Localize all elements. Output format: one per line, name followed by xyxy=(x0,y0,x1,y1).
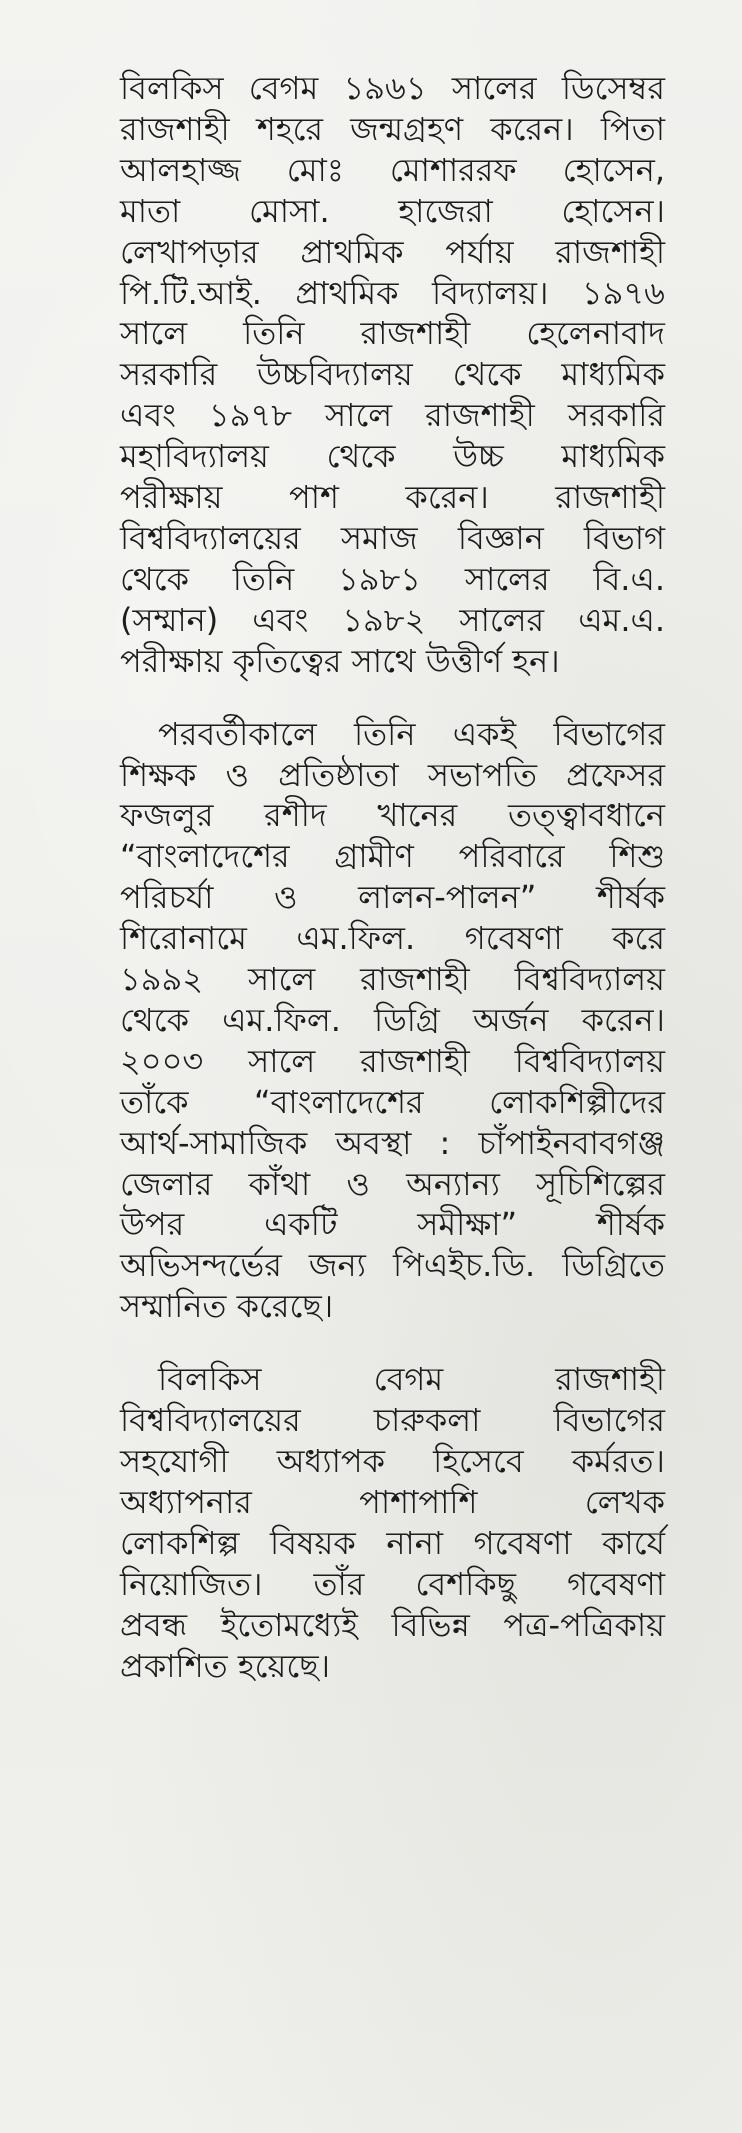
text-line: থেকে তিনি ১৯৮১ সালের বি.এ. xyxy=(120,559,665,598)
text-line: তাঁকে “বাংলাদেশের লোকশিল্পীদের xyxy=(120,1082,665,1121)
text-line: আর্থ-সামাজিক অবস্থা : চাঁপাইনবাবগঞ্জ xyxy=(120,1123,665,1162)
text-line: আলহাজ্জ মোঃ মোশাররফ হোসেন, xyxy=(120,150,665,189)
text-line: লোকশিল্প বিষয়ক নানা গবেষণা কার্যে xyxy=(120,1523,665,1562)
text-line: লেখাপড়ার প্রাথমিক পর্যায় রাজশাহী xyxy=(120,232,665,271)
text-line: রাজশাহী শহরে জন্মগ্রহণ করেন। পিতা xyxy=(120,109,665,148)
text-line: পরীক্ষায় কৃতিত্বের সাথে উত্তীর্ণ হন। xyxy=(120,641,560,680)
paragraph-early-life-education xyxy=(120,68,665,682)
text-line: শিক্ষক ও প্রতিষ্ঠাতা সভাপতি প্রফেসর xyxy=(120,755,665,794)
text-line: পরবর্তীকালে তিনি একই বিভাগের xyxy=(158,714,665,753)
text-line: ২০০৩ সালে রাজশাহী বিশ্ববিদ্যালয় xyxy=(120,1041,665,1080)
text-line: শিরোনামে এম.ফিল. গবেষণা করে xyxy=(120,919,665,958)
text-line: মাতা মোসা. হাজেরা হোসেন। xyxy=(120,191,665,230)
text-line: পরীক্ষায় পাশ করেন। রাজশাহী xyxy=(120,478,665,517)
text-line: পরিচর্যা ও লালন-পালন” শীর্ষক xyxy=(120,878,665,917)
text-line: পি.টি.আই. প্রাথমিক বিদ্যালয়। ১৯৭৬ xyxy=(120,273,665,312)
text-line: প্রকাশিত হয়েছে। xyxy=(120,1646,331,1685)
text-line: বিলকিস বেগম রাজশাহী xyxy=(158,1360,665,1399)
text-line: এবং ১৯৭৮ সালে রাজশাহী সরকারি xyxy=(120,396,665,435)
text-line: “বাংলাদেশের গ্রামীণ পরিবারে শিশু xyxy=(120,837,665,876)
text-line: অভিসন্দর্ভের জন্য পিএইচ.ডি. ডিগ্রিতে xyxy=(120,1246,665,1285)
biography-text xyxy=(120,68,665,1686)
text-line: সহযোগী অধ্যাপক হিসেবে কর্মরত। xyxy=(120,1442,665,1480)
text-line: ১৯৯২ সালে রাজশাহী বিশ্ববিদ্যালয় xyxy=(120,960,665,999)
text-line: (সম্মান) এবং ১৯৮২ সালের এম.এ. xyxy=(120,600,665,639)
text-line: থেকে এম.ফিল. ডিগ্রি অর্জন করেন। xyxy=(120,1000,665,1039)
text-line: সরকারি উচ্চবিদ্যালয় থেকে মাধ্যমিক xyxy=(120,355,665,394)
text-line: প্রবন্ধ ইতোমধ্যেই বিভিন্ন পত্র-পত্রিকায় xyxy=(120,1605,665,1644)
text-line: সম্মানিত করেছে। xyxy=(120,1287,334,1326)
text-line: উপর একটি সমীক্ষা” শীর্ষক xyxy=(120,1205,665,1244)
text-line: অধ্যাপনার পাশাপাশি লেখক xyxy=(120,1482,665,1521)
text-line: বিলকিস বেগম ১৯৬১ সালের ডিসেম্বর xyxy=(120,69,665,107)
text-line: জেলার কাঁথা ও অন্যান্য সূচিশিল্পের xyxy=(120,1164,665,1203)
paragraph-research-degrees xyxy=(120,714,665,1328)
text-line: নিয়োজিত। তাঁর বেশকিছু গবেষণা xyxy=(120,1564,665,1603)
text-line: মহাবিদ্যালয় থেকে উচ্চ মাধ্যমিক xyxy=(120,437,665,476)
text-line: বিশ্ববিদ্যালয়ের চারুকলা বিভাগের xyxy=(120,1401,665,1440)
text-line: বিশ্ববিদ্যালয়ের সমাজ বিজ্ঞান বিভাগ xyxy=(120,518,665,557)
text-line: সালে তিনি রাজশাহী হেলেনাবাদ xyxy=(120,314,665,353)
paragraph-current-position xyxy=(120,1359,665,1686)
text-line: ফজলুর রশীদ খানের তত্ত্বাবধানে xyxy=(120,796,665,835)
